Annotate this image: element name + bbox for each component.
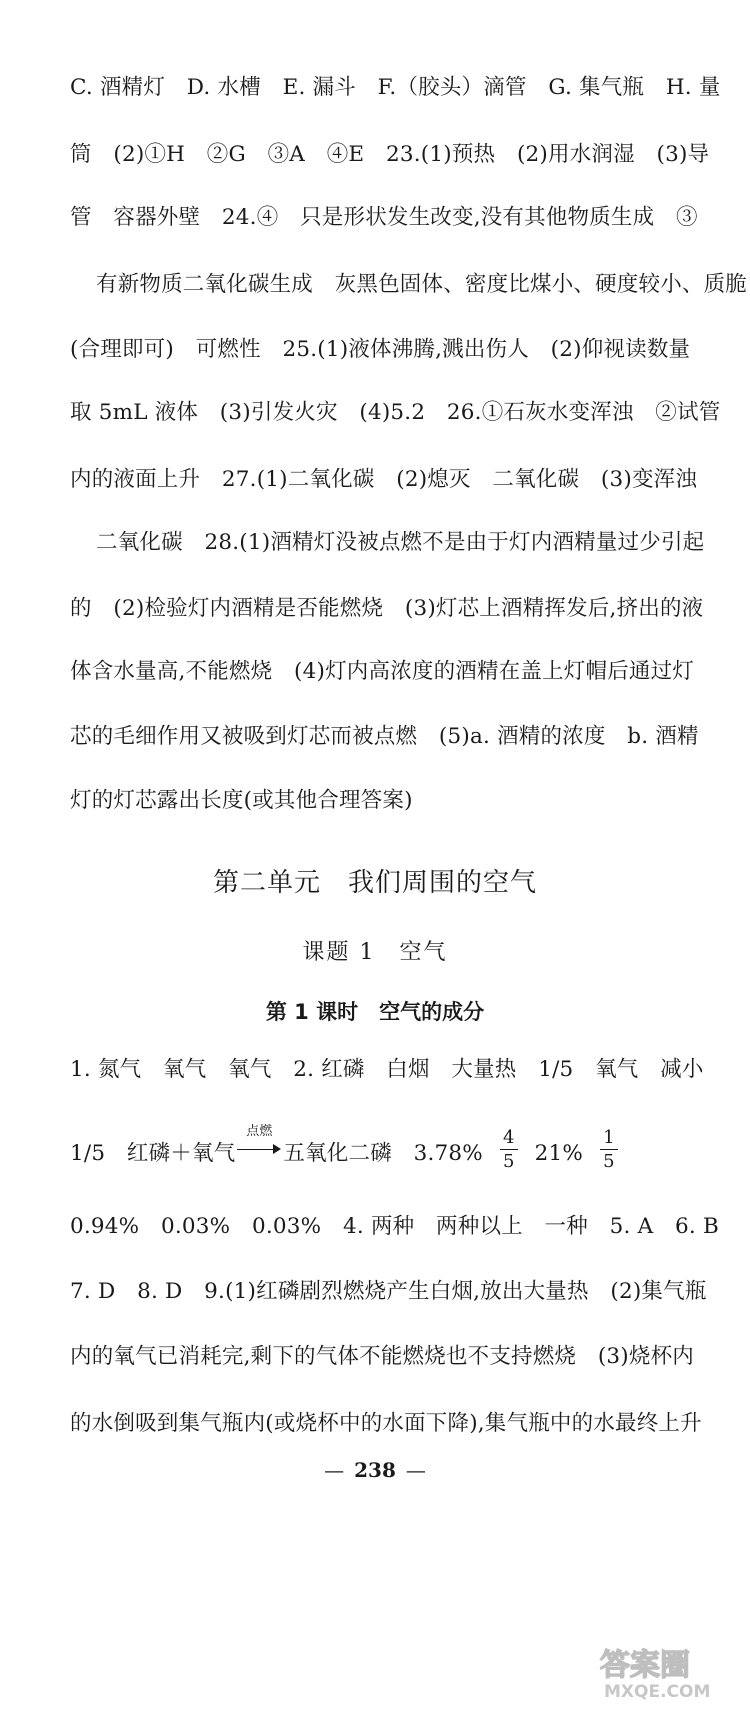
watermark-text: 答案圈 <box>600 1648 690 1683</box>
answer-line-4: 有新物质二氧化碳生成 灰黑色固体、密度比煤小、硬度较小、质脆 <box>96 272 748 297</box>
reaction-condition: 点燃 <box>246 1124 273 1139</box>
watermark-logo <box>594 1641 744 1703</box>
section-line-6: 的水倒吸到集气瓶内(或烧杯中的水面下降),集气瓶中的水最终上升 <box>70 1411 702 1436</box>
answer-line-10: 体含水量高,不能燃烧 (4)灯内高浓度的酒精在盖上灯帽后通过灯 <box>70 659 694 684</box>
answer-line-9: 的 (2)检验灯内酒精是否能燃烧 (3)灯芯上酒精挥发后,挤出的液 <box>70 596 704 621</box>
page-number: — 238 — <box>324 1458 426 1482</box>
answer-line-8: 二氧化碳 28.(1)酒精灯没被点燃不是由于灯内酒精量过少引起 <box>96 530 705 555</box>
lesson-title: 课题 1 空气 <box>302 940 448 965</box>
section-line-3: 0.94% 0.03% 0.03% 4. 两种 两种以上 一种 5. A 6. B <box>70 1214 719 1239</box>
percent-oxygen: 21% <box>534 1141 584 1166</box>
answer-line-12: 灯的灯芯露出长度(或其他合理答案) <box>70 788 413 813</box>
equation-right: 五氧化二磷 3.78% <box>283 1141 483 1166</box>
section-line-2 <box>70 1124 725 1176</box>
fraction-four-fifths: $\frac{4}{5}$ <box>500 1128 518 1172</box>
answer-line-11: 芯的毛细作用又被吸到灯芯而被点燃 (5)a. 酒精的浓度 b. 酒精 <box>70 724 699 749</box>
unit-title: 第二单元 我们周围的空气 <box>212 868 537 898</box>
section-line-1: 1. 氮气 氧气 氧气 2. 红磷 白烟 大量热 1/5 氧气 减小 <box>70 1057 704 1082</box>
answer-line-5: (合理即可) 可燃性 25.(1)液体沸腾,溅出伤人 (2)仰视读数量 <box>70 337 691 362</box>
answer-line-3: 管 容器外壁 24.④ 只是形状发生改变,没有其他物质生成 ③ <box>70 205 698 230</box>
answer-line-6: 取 5mL 液体 (3)引发火灾 (4)5.2 26.①石灰水变浑浊 ②试管 <box>70 400 721 425</box>
period-title: 第 1 课时 空气的成分 <box>265 1000 485 1024</box>
answer-line-1: C. 酒精灯 D. 水槽 E. 漏斗 F.（胶头）滴管 G. 集气瓶 H. 量 <box>70 75 721 100</box>
reaction-arrow <box>237 1124 281 1169</box>
section-line-5: 内的氧气已消耗完,剩下的气体不能燃烧也不支持燃烧 (3)烧杯内 <box>70 1344 694 1369</box>
answer-line-7: 内的液面上升 27.(1)二氧化碳 (2)熄灭 二氧化碳 (3)变浑浊 <box>70 467 698 492</box>
fraction-one-fifth: $\frac{1}{5}$ <box>600 1128 618 1172</box>
equation-left: 1/5 红磷＋氧气 <box>70 1141 236 1166</box>
answer-line-2: 筒 (2)①H ②G ③A ④E 23.(1)预热 (2)用水润湿 (3)导 <box>70 142 710 167</box>
watermark-site: MXQE.COM <box>604 1682 711 1702</box>
section-line-4: 7. D 8. D 9.(1)红磷剧烈燃烧产生白烟,放出大量热 (2)集气瓶 <box>70 1279 707 1304</box>
